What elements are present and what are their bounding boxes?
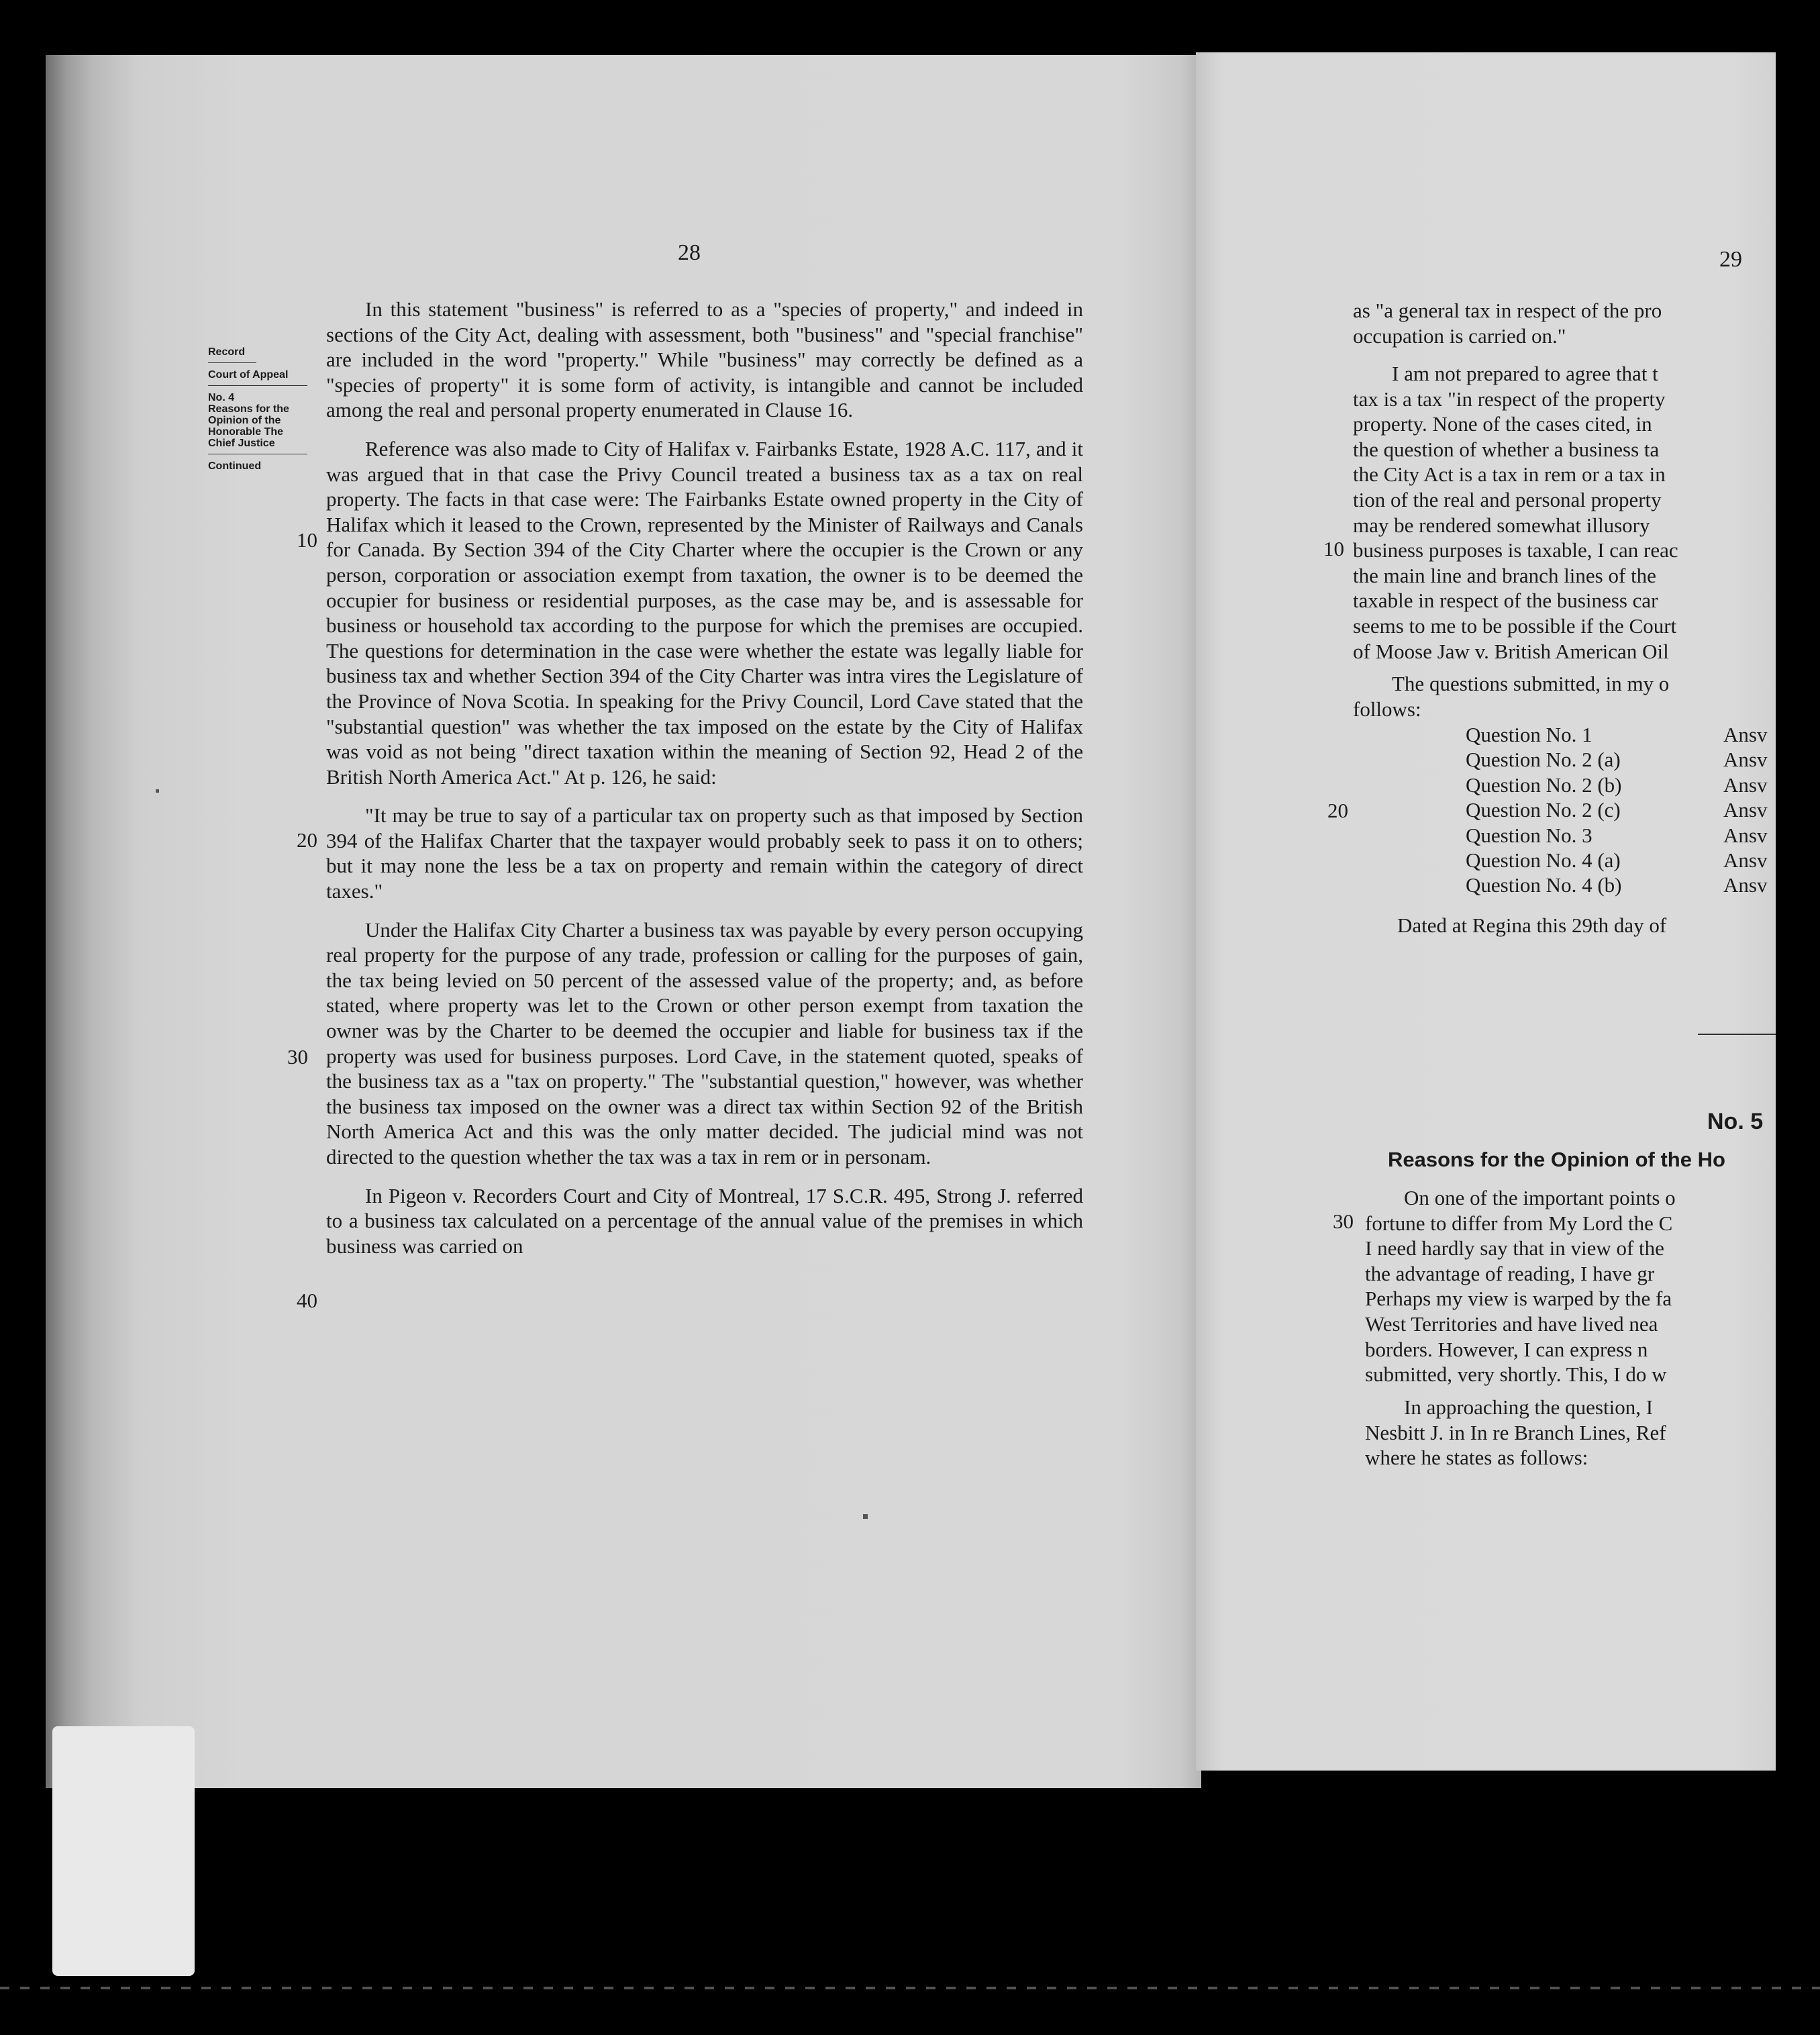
text-line: follows:: [1353, 697, 1421, 721]
text-line: Perhaps my view is warped by the fa: [1365, 1287, 1672, 1311]
text-line: West Territories and have lived nea: [1365, 1311, 1658, 1336]
line-number: 30: [1333, 1209, 1354, 1233]
text-line: In approaching the question, I: [1404, 1395, 1654, 1419]
text-line: I need hardly say that in view of the: [1365, 1236, 1664, 1260]
answer-label: Ansv: [1723, 823, 1768, 847]
court-label: Court of Appeal: [208, 369, 289, 381]
question-row: [1466, 797, 1767, 822]
question-row: [1466, 773, 1767, 797]
text-line: the advantage of reading, I have gr: [1365, 1261, 1655, 1285]
question-label: Question No. 1: [1466, 723, 1592, 746]
continued-label: Continued: [208, 460, 262, 472]
text-line: On one of the important points o: [1404, 1186, 1676, 1209]
line-number: 20: [297, 828, 317, 852]
answer-label: Ansv: [1723, 748, 1768, 772]
question-row: [1466, 747, 1767, 772]
answer-label: Ansv: [1723, 773, 1768, 797]
section-title: Reasons for the Opinion of the Ho: [1388, 1148, 1725, 1171]
line-number: 10: [1323, 537, 1344, 560]
line-number: 20: [1327, 799, 1348, 822]
right-body-d: [1365, 1185, 1776, 1387]
question-row: [1466, 722, 1767, 747]
right-body-c: [1353, 671, 1776, 722]
record-label: Record: [208, 346, 246, 358]
text-line: I am not prepared to agree that t: [1392, 362, 1658, 385]
question-label: Question No. 4 (a): [1466, 848, 1621, 873]
text-line: business purposes is taxable, I can reac: [1353, 538, 1678, 562]
right-page: [1196, 52, 1776, 1771]
text-line: occupation is carried on.": [1353, 324, 1566, 348]
right-body-b: [1353, 361, 1776, 664]
page-number: 29: [1719, 247, 1742, 272]
text-line: as "a general tax in respect of the pro: [1353, 299, 1662, 322]
question-row: [1466, 873, 1767, 897]
question-row: [1466, 848, 1767, 873]
questions-list: [1466, 722, 1767, 898]
text-line: the City Act is a tax in rem or a tax in: [1353, 462, 1666, 487]
right-body-e: [1365, 1395, 1776, 1471]
doc-number: No. 4: [208, 392, 235, 403]
text-line: borders. However, I can express n: [1365, 1337, 1648, 1361]
dated-line: Dated at Regina this 29th day of: [1397, 913, 1667, 937]
answer-label: Ansv: [1723, 723, 1768, 746]
right-body-a: [1353, 298, 1776, 348]
line-number: 10: [297, 528, 317, 552]
doc-title-line: Reasons for the: [208, 403, 289, 415]
left-page: [46, 55, 1201, 1788]
scan-edge-line: [0, 1987, 1820, 1989]
question-label: Question No. 2 (a): [1466, 748, 1621, 772]
line-number: 40: [297, 1289, 317, 1312]
paragraph: Reference was also made to City of Halifax v. Fairbanks Estate, 1928 A.C. 117, and it was argued that in that case the Privy Council treated a business tax as a tax on real property. The facts in that case were: The Fairbanks Estate owned property in the City of Halifax which it leased to the Crown, represented by the Minister of Railways and Canals for Canada. By Section 394 of the City Charter where the occupier is the Crown or any person, corporation or association exempt from taxation, the owner is to be deemed the occupier for business or residential purposes, as the case may be, and is assessable for business or household tax according to the purpose for which the premises are occupied. The questions for determination in the case were whether the estate was legally liable for business tax and whether Section 394 of the City Charter was intra vires the Legislature of the Province of Nova Scotia. In speaking for the Privy Council, Lord Cave stated that the "substantial question" was whether the tax imposed on the estate by the City of Halifax was void as not being "direct taxation within the meaning of Section 92, Head 2 of the British North America Act." At p. 126, he said:: [326, 436, 1083, 789]
text-line: the main line and branch lines of the: [1353, 563, 1656, 587]
question-label: Question No. 3: [1466, 823, 1592, 847]
margin-note: [208, 346, 315, 472]
answer-label: Ansv: [1723, 798, 1768, 822]
line-number: 30: [287, 1045, 308, 1069]
text-line: submitted, very shortly. This, I do w: [1365, 1362, 1667, 1387]
page-number: 28: [678, 240, 701, 265]
text-line: fortune to differ from My Lord the C: [1365, 1211, 1673, 1235]
block-quote: "It may be true to say of a particular tax on property such as that imposed by Section 394 of the Halifax Charter that the taxpayer would probably seek to pass it on to others; but it may none the less be a tax on property and remain within the category of direct taxes.": [326, 803, 1083, 903]
speck: [863, 1514, 868, 1519]
doc-title-line: Honorable The: [208, 426, 284, 438]
answer-label: Ansv: [1723, 873, 1768, 897]
question-label: Question No. 2 (b): [1466, 773, 1622, 797]
text-line: tion of the real and personal property: [1353, 487, 1662, 511]
question-label: Question No. 4 (b): [1466, 873, 1622, 897]
paragraph: In this statement "business" is referred to as a "species of property," and indeed in sections of the City Act, dealing with assessment, both "business" and "special franchise" are included in the word "property." While "business" may correctly be defined as a "species of property" it is some form of activity, is intangible and cannot be included among the real and personal property enumerated in Clause 16.: [326, 297, 1083, 422]
text-line: The questions submitted, in my o: [1392, 672, 1670, 695]
doc-title-line: Chief Justice: [208, 438, 275, 449]
paragraph: Under the Halifax City Charter a business tax was payable by every person occupying real property for the purpose of any trade, profession or calling for the purposes of gain, the tax being levied on 50 percent of the assessed value of the property; and, as before stated, where property was let to the Crown or other person exempt from taxation the owner was by the Charter to be deemed the occupier and liable for business tax if the property was used for business purposes. Lord Cave, in the statement quoted, speaks of the business tax as a "tax on property." The "substantial question," however, was whether the business tax imposed on the owner was a direct tax within Section 92 of the British North America Act and this was the only matter decided. The judicial mind was not directed to the question whether the tax was a tax in rem or in personam.: [326, 917, 1083, 1169]
section-divider: [1698, 1034, 1776, 1035]
scan-card-tab: [52, 1726, 195, 1976]
text-line: the question of whether a business ta: [1353, 437, 1660, 461]
question-row: [1466, 823, 1767, 848]
text-line: may be rendered somewhat illusory: [1353, 513, 1650, 537]
speck: [156, 789, 159, 793]
text-line: tax is a tax "in respect of the property: [1353, 387, 1666, 411]
paragraph: In Pigeon v. Recorders Court and City of Montreal, 17 S.C.R. 495, Strong J. referred to a business tax calculated on a percentage of the annual value of the premises in which business was carried on: [326, 1183, 1083, 1258]
text-line: Nesbitt J. in In re Branch Lines, Ref: [1365, 1420, 1666, 1444]
answer-label: Ansv: [1723, 848, 1768, 873]
section-number: No. 5: [1707, 1109, 1764, 1134]
question-label: Question No. 2 (c): [1466, 798, 1621, 822]
text-line: of Moose Jaw v. British American Oil: [1353, 639, 1669, 663]
doc-title-line: Opinion of the: [208, 415, 281, 426]
left-body: [326, 297, 1083, 1258]
text-line: where he states as follows:: [1365, 1446, 1588, 1470]
text-line: property. None of the cases cited, in: [1353, 412, 1652, 436]
text-line: seems to me to be possible if the Court: [1353, 613, 1677, 638]
text-line: taxable in respect of the business car: [1353, 589, 1658, 613]
